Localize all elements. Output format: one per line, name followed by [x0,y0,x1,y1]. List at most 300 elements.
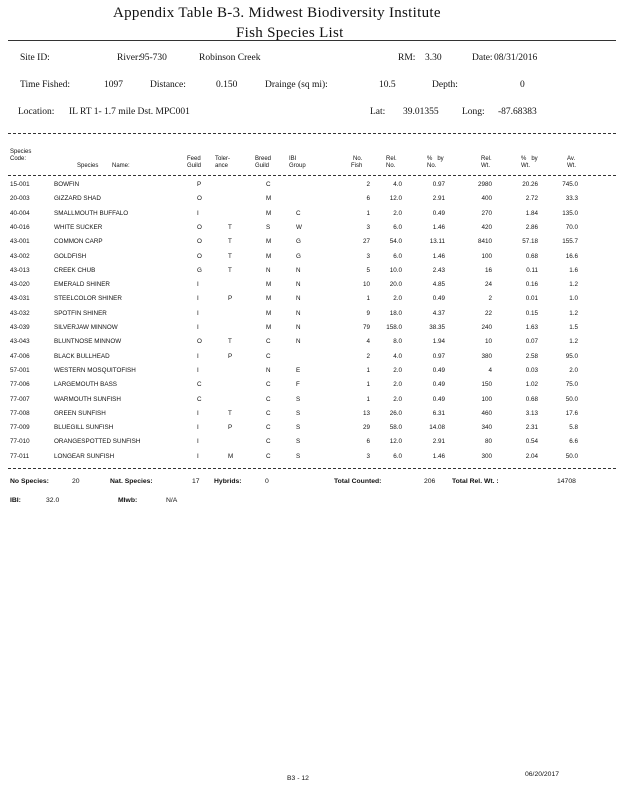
cell-name: BLUNTNOSE MINNOW [54,338,122,346]
cell-breed: C [266,409,271,417]
cell-breed: M [266,252,272,260]
date-value: 08/31/2016 [494,53,538,63]
cell-code: 77-010 [10,438,30,446]
cell-code: 77-008 [10,409,30,417]
cell-pctno: 0.49 [432,366,445,374]
total-counted-value: 206 [424,478,436,485]
cell-ibi: S [296,424,301,432]
table-row [0,250,618,264]
cell-avwt: 1.2 [569,281,578,289]
cell-name: ORANGESPOTTED SUNFISH [54,438,141,446]
miwb-label: MIwb: [118,497,138,504]
cell-relno: 2.0 [393,395,402,403]
cell-pctno: 1.46 [432,223,445,231]
cell-relno: 54.0 [389,238,402,246]
cell-name: WARMOUTH SUNFISH [54,395,121,403]
cell-avwt: 1.2 [569,338,578,346]
cell-relwt: 380 [481,352,492,360]
river-value: 95-730 [140,53,167,63]
long-value: -87.68383 [498,107,537,117]
cell-relno: 158.0 [386,324,402,331]
cell-avwt: 50.0 [565,395,578,403]
cell-relwt: 270 [481,209,492,217]
cell-breed: C [266,438,271,446]
cell-ibi: G [296,252,301,260]
table-row [0,264,618,278]
cell-no: 2 [366,352,370,360]
header-rule [8,175,616,176]
cell-no: 2 [366,181,370,188]
cell-feed: O [197,223,202,231]
cell-relno: 2.0 [393,381,402,389]
cell-pctno: 1.46 [432,452,445,460]
cell-relno: 58.0 [389,424,402,432]
table-row [0,278,618,292]
cell-breed: C [266,424,271,432]
cell-relwt: 240 [481,324,492,331]
cell-feed: C [197,381,202,389]
cell-relwt: 2980 [477,181,492,188]
cell-feed: I [197,295,199,303]
cell-ibi: F [296,381,300,389]
cell-name: GOLDFISH [54,252,87,260]
cell-feed: O [197,238,202,246]
cell-feed: I [197,309,199,317]
cell-avwt: 5.8 [569,424,578,432]
cell-name: GREEN SUNFISH [54,409,106,417]
total-relwt-label: Total Rel. Wt. : [452,478,499,485]
col-name: Name: [112,163,130,169]
cell-feed: O [197,338,202,346]
cell-name: SMALLMOUTH BUFFALO [54,209,129,217]
drainage-label: Drainge (sq mi): [265,80,328,90]
cell-name: GIZZARD SHAD [54,195,101,203]
cell-no: 3 [366,223,370,231]
location-label: Location: [18,107,55,117]
date-label: Date: [472,53,493,63]
cell-no: 10 [362,281,370,289]
cell-ibi: N [296,295,301,303]
cell-ibi: S [296,409,301,417]
cell-relno: 12.0 [389,195,402,203]
cell-breed: M [266,309,272,317]
cell-ibi: N [296,309,301,317]
col-species: Species [77,163,99,169]
ibi-value: 32.0 [46,497,60,504]
cell-avwt: 135.0 [562,209,578,217]
depth-value: 0 [520,80,525,90]
cell-avwt: 1.6 [569,266,578,274]
cell-code: 43-002 [10,252,30,260]
cell-ibi: S [296,452,301,460]
no-species-value: 20 [72,478,80,485]
cell-no: 1 [366,366,370,374]
cell-pctno: 0.49 [432,209,445,217]
cell-pctwt: 1.84 [525,209,538,217]
cell-relwt: 100 [481,395,492,403]
cell-no: 3 [366,252,370,260]
cell-code: 77-009 [10,424,30,432]
cell-pctwt: 0.03 [525,366,538,374]
cell-tol: T [228,409,232,417]
cell-pctwt: 2.86 [525,223,538,231]
cell-no: 5 [366,266,370,274]
cell-name: BOWFIN [54,181,80,188]
table-row [0,378,618,392]
cell-pctno: 14.08 [429,424,445,432]
cell-name: BLACK BULLHEAD [54,352,110,360]
time-fished-value: 1097 [104,80,123,90]
cell-code: 77-007 [10,395,30,403]
long-label: Long: [462,107,485,117]
cell-pctwt: 0.15 [525,309,538,317]
cell-feed: G [197,266,202,274]
cell-relwt: 8410 [477,238,492,246]
cell-feed: I [197,438,199,446]
cell-no: 9 [366,309,370,317]
cell-code: 57-001 [10,366,30,374]
cell-pctwt: 1.02 [525,381,538,389]
table-row [0,307,618,321]
cell-pctno: 1.46 [432,252,445,260]
cell-pctno: 0.97 [432,352,445,360]
cell-pctno: 4.85 [432,281,445,289]
cell-pctwt: 57.18 [522,238,538,246]
cell-no: 1 [366,395,370,403]
cell-relno: 6.0 [393,223,402,231]
cell-pctno: 4.37 [432,309,445,317]
cell-relno: 12.0 [389,438,402,446]
cell-name: WESTERN MOSQUITOFISH [54,366,136,374]
cell-relwt: 400 [481,195,492,203]
cell-feed: I [197,281,199,289]
cell-breed: C [266,181,271,188]
cell-breed: C [266,338,271,346]
cell-relno: 4.0 [393,352,402,360]
cell-relno: 4.0 [393,181,402,188]
cell-pctno: 0.49 [432,381,445,389]
table-row [0,393,618,407]
cell-feed: P [197,181,202,188]
cell-tol: M [228,452,234,460]
cell-avwt: 2.0 [569,366,578,374]
cell-tol: T [228,252,232,260]
cell-feed: I [197,409,199,417]
cell-no: 79 [362,324,370,331]
cell-relwt: 340 [481,424,492,432]
cell-name: COMMON CARP [54,238,103,246]
cell-avwt: 1.0 [569,295,578,303]
cell-feed: C [197,395,202,403]
lat-label: Lat: [370,107,386,117]
cell-code: 77-011 [10,452,30,460]
cell-ibi: N [296,281,301,289]
nat-species-value: 17 [192,478,200,485]
cell-avwt: 33.3 [565,195,578,203]
table-row [0,235,618,249]
cell-name: BLUEGILL SUNFISH [54,424,114,432]
cell-code: 43-032 [10,309,30,317]
cell-pctwt: 0.68 [525,395,538,403]
cell-pctwt: 0.11 [526,266,538,274]
cell-relno: 6.0 [393,252,402,260]
cell-avwt: 6.6 [569,438,578,446]
cell-code: 77-006 [10,381,30,389]
cell-pctno: 2.91 [432,438,445,446]
cell-no: 4 [366,338,370,346]
cell-tol: P [228,424,233,432]
cell-ibi: E [296,366,301,374]
cell-relno: 2.0 [393,366,402,374]
cell-pctwt: 3.13 [525,409,538,417]
cell-breed: C [266,352,271,360]
cell-relno: 18.0 [389,309,402,317]
cell-breed: M [266,324,272,331]
cell-breed: M [266,195,272,203]
col-feed-guild: Feed Guild [187,156,202,169]
col-rel-wt: Rel. Wt. [481,156,492,169]
cell-no: 6 [366,438,370,446]
cell-pctno: 2.91 [432,195,445,203]
cell-code: 43-020 [10,281,30,289]
cell-code: 43-001 [10,238,30,246]
cell-name: LONGEAR SUNFISH [54,452,115,460]
drainage-value: 10.5 [379,80,396,90]
cell-relwt: 10 [484,338,492,346]
cell-avwt: 95.0 [565,352,578,360]
cell-relno: 20.0 [389,281,402,289]
table-row [0,192,618,206]
cell-relwt: 24 [484,281,492,289]
cell-pctwt: 0.01 [525,295,538,303]
cell-pctwt: 2.58 [525,352,538,360]
cell-ibi: S [296,395,301,403]
table-row [0,335,618,349]
cell-relno: 26.0 [389,409,402,417]
cell-pctwt: 2.72 [525,195,538,203]
table-row [0,435,618,449]
hybrids-value: 0 [265,478,269,485]
cell-ibi: N [296,324,301,331]
cell-pctwt: 1.63 [525,324,538,331]
miwb-value: N/A [166,497,178,504]
cell-feed: I [197,424,199,432]
cell-code: 40-004 [10,209,30,217]
table-row [0,207,618,221]
cell-tol: T [228,238,232,246]
cell-name: WHITE SUCKER [54,223,103,231]
table-row [0,450,618,464]
cell-avwt: 17.6 [565,409,578,417]
time-fished-label: Time Fished: [20,80,71,90]
cell-code: 43-039 [10,324,30,331]
table-row [0,350,618,364]
cell-relwt: 300 [481,452,492,460]
cell-no: 1 [366,209,370,217]
cell-pctwt: 0.16 [525,281,538,289]
no-species-label: No Species: [10,478,49,485]
depth-label: Depth: [432,80,458,90]
cell-no: 29 [362,424,370,432]
footer-date: 06/20/2017 [525,771,560,778]
cell-ibi: W [296,223,302,231]
col-rel-no: Rel. No. [386,156,397,169]
cell-relno: 8.0 [393,338,402,346]
cell-no: 3 [366,452,370,460]
cell-avwt: 70.0 [565,223,578,231]
cell-pctno: 0.49 [432,295,445,303]
cell-relno: 2.0 [393,295,402,303]
cell-ibi: N [296,266,301,274]
cell-feed: I [197,324,199,331]
cell-pctno: 1.94 [432,338,445,346]
cell-breed: C [266,381,271,389]
cell-tol: T [228,338,232,346]
table-row [0,407,618,421]
cell-relwt: 460 [481,409,492,417]
rm-label: RM: [398,53,416,63]
cell-pctwt: 0.07 [525,338,538,346]
cell-relwt: 150 [481,381,492,389]
cell-name: STEELCOLOR SHINER [54,295,122,303]
cell-ibi: N [296,338,301,346]
cell-tol: T [228,266,232,274]
table-row [0,178,618,192]
report-subtitle: Fish Species List [236,25,344,41]
lat-value: 39.01355 [403,107,439,117]
cell-code: 20-003 [10,195,30,203]
col-no-fish: No. Fish [351,156,363,169]
stream-name: Robinson Creek [199,53,261,63]
cell-avwt: 745.0 [562,181,578,188]
cell-avwt: 1.2 [569,309,578,317]
cell-code: 43-031 [10,295,30,303]
cell-name: EMERALD SHINER [54,281,110,289]
table-row [0,292,618,306]
col-breed-guild: Breed Guild [255,156,272,169]
cell-pctno: 2.43 [432,266,445,274]
cell-name: LARGEMOUTH BASS [54,381,117,389]
cell-relwt: 100 [481,252,492,260]
cell-no: 1 [366,381,370,389]
cell-pctno: 0.49 [432,395,445,403]
cell-pctno: 6.31 [432,409,445,417]
rm-value: 3.30 [425,53,442,63]
total-relwt-value: 14708 [557,478,576,485]
cell-relwt: 420 [481,223,492,231]
cell-no: 6 [366,195,370,203]
cell-breed: M [266,209,272,217]
cell-pctwt: 20.26 [522,181,538,188]
col-pct-wt: % by Wt. [521,156,538,169]
cell-relwt: 22 [484,309,492,317]
table-row [0,321,618,335]
cell-relwt: 80 [484,438,492,446]
cell-breed: M [266,281,272,289]
cell-code: 15-001 [10,181,30,188]
section-divider [8,133,616,134]
cell-no: 13 [362,409,370,417]
cell-breed: S [266,223,271,231]
cell-pctwt: 0.68 [525,252,538,260]
cell-avwt: 16.6 [565,252,578,260]
cell-feed: I [197,209,199,217]
cell-pctwt: 2.04 [525,452,538,460]
hybrids-label: Hybrids: [214,478,242,485]
table-row [0,421,618,435]
cell-code: 43-043 [10,338,30,346]
cell-code: 43-013 [10,266,30,274]
col-ibi-group: IBI Group [289,156,306,169]
table-row [0,221,618,235]
cell-pctno: 0.97 [432,181,445,188]
col-av-wt: Av. Wt. [567,156,576,169]
cell-name: SPOTFIN SHINER [54,309,107,317]
cell-relno: 2.0 [393,209,402,217]
cell-name: SILVERJAW MINNOW [54,324,118,331]
total-counted-label: Total Counted: [334,478,382,485]
cell-relwt: 16 [484,266,492,274]
table-row [0,364,618,378]
ibi-label: IBI: [10,497,21,504]
col-tolerance: Toler- ance [215,156,231,169]
cell-relwt: 4 [488,366,492,374]
cell-breed: N [266,266,271,274]
cell-relwt: 2 [488,295,492,303]
page-number: B3 - 12 [287,775,309,782]
cell-tol: T [228,223,232,231]
cell-avwt: 75.0 [565,381,578,389]
location-value: IL RT 1- 1.7 mile Dst. MPC001 [69,107,190,117]
report-title: Appendix Table B-3. Midwest Biodiversity Institute [113,5,441,21]
cell-ibi: S [296,438,301,446]
distance-value: 0.150 [216,80,238,90]
title-rule [8,40,616,41]
cell-relno: 10.0 [389,266,402,274]
site-id-label: Site ID: [20,53,50,63]
cell-ibi: G [296,238,301,246]
nat-species-label: Nat. Species: [110,478,153,485]
cell-name: CREEK CHUB [54,266,96,274]
cell-relno: 6.0 [393,452,402,460]
cell-feed: O [197,195,202,203]
cell-pctwt: 0.54 [525,438,538,446]
river-label: River: [117,53,141,63]
cell-avwt: 50.0 [565,452,578,460]
cell-code: 47-006 [10,352,30,360]
cell-tol: P [228,352,233,360]
cell-breed: M [266,238,272,246]
cell-pctwt: 2.31 [525,424,538,432]
cell-pctno: 13.11 [429,238,445,246]
cell-feed: I [197,366,199,374]
col-pct-no: % by No. [427,156,444,169]
table-end-rule [8,468,616,469]
cell-no: 27 [362,238,370,246]
cell-feed: I [197,452,199,460]
cell-breed: C [266,452,271,460]
col-code: Species Code: [10,149,32,162]
cell-tol: P [228,295,233,303]
cell-pctno: 38.35 [429,324,445,331]
cell-code: 40-016 [10,223,30,231]
cell-ibi: C [296,209,301,217]
cell-no: 1 [366,295,370,303]
cell-feed: O [197,252,202,260]
cell-avwt: 155.7 [562,238,578,246]
cell-breed: N [266,366,271,374]
distance-label: Distance: [150,80,186,90]
